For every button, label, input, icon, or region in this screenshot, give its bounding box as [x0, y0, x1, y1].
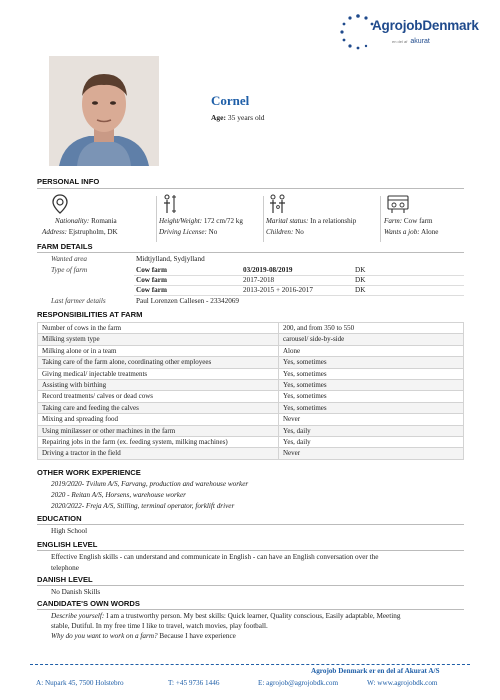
other-work-heading: OTHER WORK EXPERIENCE: [37, 468, 141, 477]
personal-info-address: Address: Ejstrupholm, DK: [42, 228, 118, 236]
farm-type-3: Cow farm: [136, 286, 167, 294]
table-row: Repairing jobs in the farm (ex. feeding system, milking machines) Yes, daily: [38, 437, 464, 448]
farm-details-heading: FARM DETAILS: [37, 242, 93, 251]
table-row: Taking care of the farm alone, coordinating other employees Yes, sometimes: [38, 357, 464, 368]
english-value-line1: Effective English skills - can understand and communicate in English - can have an English conversation over the: [51, 553, 379, 561]
farm-type-label: Type of farm: [51, 266, 88, 274]
family-icon: [268, 193, 288, 215]
personal-info-children: Children: No: [266, 228, 304, 236]
candidate-describe: Describe yourself: I am a trustworthy person. My best skills: Quick learner, Quality conscious, Easily adaptable, Meeting: [51, 612, 401, 620]
candidate-name: Cornel: [211, 93, 250, 108]
work-item: 2020/2022- Freja A/S, Stilling, terminal operator, forklift driver: [51, 502, 235, 510]
table-row: Driving a tractor in the field Never: [38, 448, 464, 459]
footer-company: Agrojob Denmark er en del af Akurat A/S: [311, 667, 440, 675]
footer-email[interactable]: E: agrojob@agrojobdk.com: [258, 679, 339, 687]
footer-phone: T: +45 9736 1446: [168, 679, 220, 687]
work-item: 2020 - Reitan A/S, Horsens, warehouse worker: [51, 491, 186, 499]
brand-sub-logo: en del af akurat: [392, 38, 430, 45]
divider: [380, 196, 381, 242]
wanted-area-value: Midtjylland, Sydjylland: [136, 255, 205, 263]
divider: [156, 196, 157, 242]
candidate-age: Age: 35 years old: [211, 113, 265, 122]
candidate-describe-cont: stable, Dutiful. In my free time I like to travel, watch movies, play football.: [51, 622, 268, 630]
wanted-area-label: Wanted area: [51, 255, 87, 263]
table-row: Giving medical/ injectable treatments Yes, sometimes: [38, 368, 464, 379]
personal-info-wants: Wants a job: Alone: [384, 228, 439, 236]
table-row: Using minilæsser or other machines in the farm Yes, daily: [38, 425, 464, 436]
divider: [37, 550, 464, 551]
divider: [37, 252, 464, 253]
candidate-heading: CANDIDATE'S OWN WORDS: [37, 599, 140, 608]
last-farmer-value: Paul Lorenzen Callesen - 23342069: [136, 297, 239, 305]
farm-type-2: Cow farm: [136, 276, 167, 284]
danish-value: No Danish Skills: [51, 588, 101, 596]
farm-machine-icon: [386, 193, 410, 215]
footer-divider: [30, 664, 470, 665]
table-row: Assisting with birthing Yes, sometimes: [38, 380, 464, 391]
height-scale-icon: [160, 193, 180, 215]
divider: [134, 295, 464, 296]
personal-info-heading: PERSONAL INFO: [37, 177, 100, 186]
personal-info-marital: Marital status: In a relationship: [266, 217, 357, 225]
table-row: Record treatments/ calves or dead cows Yes, sometimes: [38, 391, 464, 402]
education-heading: EDUCATION: [37, 514, 82, 523]
brand-logo-text: AgrojobDenmark: [372, 18, 479, 33]
candidate-why-farm: Why do you want to work on a farm? Because I have experience: [51, 632, 236, 640]
last-farmer-label: Last farmer details: [51, 297, 106, 305]
table-row: Taking care and feeding the calves Yes, sometimes: [38, 402, 464, 413]
personal-info-height: Height/Weight: 172 cm/72 kg: [159, 217, 243, 225]
work-item: 2019/2020- Tvilum A/S, Farvang, production and warehouse worker: [51, 480, 249, 488]
farm-country-3: DK: [355, 286, 366, 294]
divider: [37, 524, 464, 525]
personal-info-farm: Farm: Cow farm: [384, 217, 433, 225]
danish-heading: DANISH LEVEL: [37, 575, 93, 584]
farm-period-1: 03/2019-08/2019: [243, 266, 293, 274]
personal-info-license: Driving License: No: [159, 228, 218, 236]
farm-period-3: 2013-2015 + 2016-2017: [243, 286, 313, 294]
divider: [37, 609, 464, 610]
table-row: Milking alone or in a team Alone: [38, 345, 464, 356]
divider: [37, 188, 464, 189]
responsibilities-heading: RESPONSIBILITIES AT FARM: [37, 310, 143, 319]
english-heading: ENGLISH LEVEL: [37, 540, 98, 549]
location-pin-icon: [50, 193, 70, 215]
education-value: High School: [51, 527, 88, 535]
farm-type-1: Cow farm: [136, 266, 167, 274]
farm-period-2: 2017-2018: [243, 276, 275, 284]
table-row: Milking system type carousel/ side-by-side: [38, 334, 464, 345]
candidate-photo: [49, 56, 159, 166]
divider: [134, 275, 464, 276]
divider: [37, 585, 464, 586]
footer-address: A: Nupark 45, 7500 Holstebro: [36, 679, 124, 687]
table-row: Mixing and spreading food Never: [38, 414, 464, 425]
farm-country-1: DK: [355, 266, 366, 274]
table-row: Number of cows in the farm 200, and from 350 to 550: [38, 323, 464, 334]
divider: [263, 196, 264, 242]
divider: [134, 285, 464, 286]
responsibilities-table: [37, 322, 464, 460]
footer-website[interactable]: W: www.agrojobdk.com: [367, 679, 438, 687]
english-value-line2: telephone: [51, 564, 79, 572]
personal-info-nationality: Nationality: Romania: [55, 217, 117, 225]
farm-country-2: DK: [355, 276, 366, 284]
